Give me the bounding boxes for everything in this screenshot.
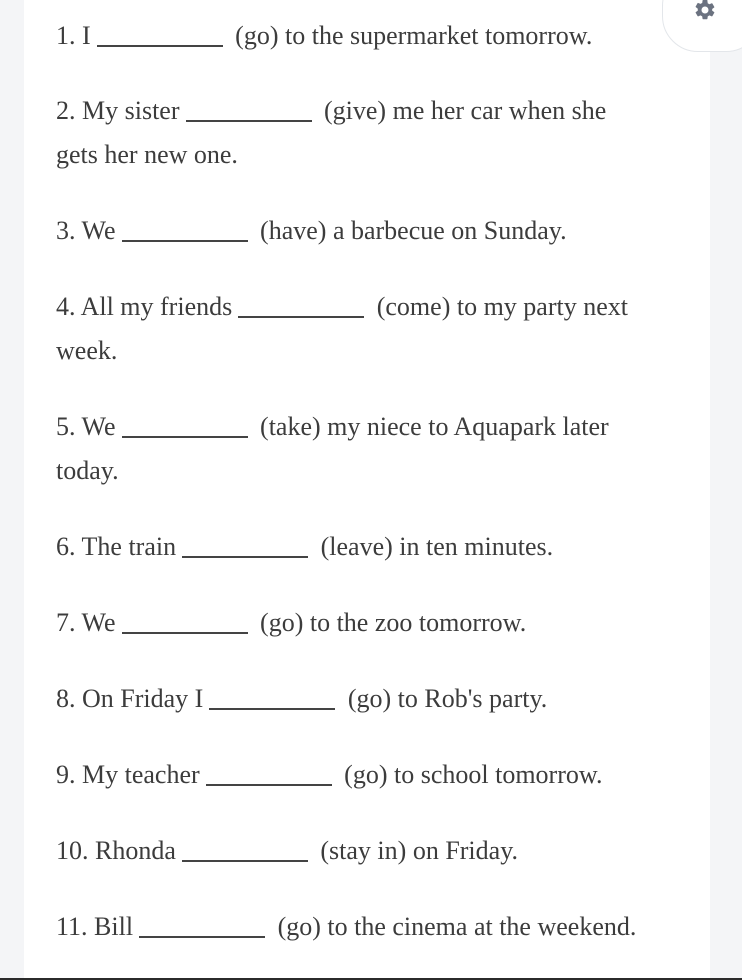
answer-blank[interactable] — [122, 240, 248, 242]
item-number: 7. — [56, 608, 76, 637]
item-verb: (have) — [260, 216, 327, 245]
exercise-item-7 — [56, 601, 696, 645]
exercise-item-6 — [56, 525, 696, 569]
answer-blank[interactable] — [122, 632, 248, 634]
item-number: 5. — [56, 412, 76, 441]
item-number: 9. — [56, 760, 76, 789]
item-number: 11. — [56, 912, 88, 941]
item-subject: My teacher — [82, 760, 200, 789]
item-rest: to my party next — [456, 292, 628, 321]
item-rest: on Friday. — [412, 836, 519, 865]
item-number: 8. — [56, 684, 76, 713]
item-verb: (stay in) — [320, 836, 407, 865]
exercise-item-1 — [56, 14, 696, 58]
item-number: 3. — [56, 216, 76, 245]
item-rest-continued: today. — [56, 456, 119, 485]
item-verb: (go) — [277, 912, 321, 941]
item-verb: (leave) — [320, 532, 393, 561]
item-rest: to the cinema at the weekend. — [327, 912, 637, 941]
answer-blank[interactable] — [139, 936, 265, 938]
exercise-item-3 — [56, 209, 696, 253]
item-subject: On Friday I — [82, 684, 204, 713]
answer-blank[interactable] — [186, 120, 312, 122]
item-rest: to Rob's party. — [397, 684, 548, 713]
gear-icon — [693, 0, 717, 22]
item-number: 6. — [56, 532, 76, 561]
item-subject: All my friends — [80, 292, 233, 321]
item-subject: I — [82, 21, 91, 50]
exercise-item-10 — [56, 829, 696, 873]
item-rest: me her car when she — [392, 96, 607, 125]
item-verb: (give) — [324, 96, 387, 125]
answer-blank[interactable] — [182, 860, 308, 862]
answer-blank[interactable] — [206, 784, 332, 786]
item-number: 2. — [56, 96, 76, 125]
item-verb: (go) — [347, 684, 392, 713]
item-rest-continued: gets her new one. — [56, 140, 238, 169]
item-rest-continued: week. — [56, 336, 118, 365]
item-rest: to the supermarket tomorrow. — [285, 21, 593, 50]
exercise-item-2 — [56, 89, 696, 177]
item-rest: to the zoo tomorrow. — [309, 608, 527, 637]
item-subject: We — [81, 608, 116, 637]
item-number: 10. — [56, 836, 89, 865]
answer-blank[interactable] — [209, 708, 335, 710]
item-subject: Bill — [94, 912, 134, 941]
exercise-item-11 — [56, 905, 696, 949]
item-verb: (go) — [344, 760, 388, 789]
item-verb: (come) — [376, 292, 451, 321]
item-rest: a barbecue on Sunday. — [332, 216, 567, 245]
item-rest: to school tomorrow. — [394, 760, 603, 789]
exercise-item-5 — [56, 405, 696, 493]
answer-blank[interactable] — [122, 436, 248, 438]
exercise-item-8 — [56, 677, 696, 721]
item-subject: The train — [81, 532, 177, 561]
item-subject: My sister — [82, 96, 180, 125]
item-verb: (go) — [235, 21, 279, 50]
answer-blank[interactable] — [182, 556, 308, 558]
exercise-item-9 — [56, 753, 696, 797]
answer-blank[interactable] — [97, 45, 223, 47]
item-verb: (take) — [260, 412, 321, 441]
answer-blank[interactable] — [238, 316, 364, 318]
exercise-item-4 — [56, 285, 696, 373]
item-verb: (go) — [260, 608, 304, 637]
worksheet-page — [24, 0, 710, 980]
item-rest: my niece to Aquapark later — [327, 412, 609, 441]
item-number: 1. — [56, 21, 76, 50]
item-subject: Rhonda — [95, 836, 176, 865]
item-subject: We — [81, 216, 116, 245]
item-rest: in ten minutes. — [399, 532, 554, 561]
item-number: 4. — [56, 292, 76, 321]
item-subject: We — [81, 412, 116, 441]
